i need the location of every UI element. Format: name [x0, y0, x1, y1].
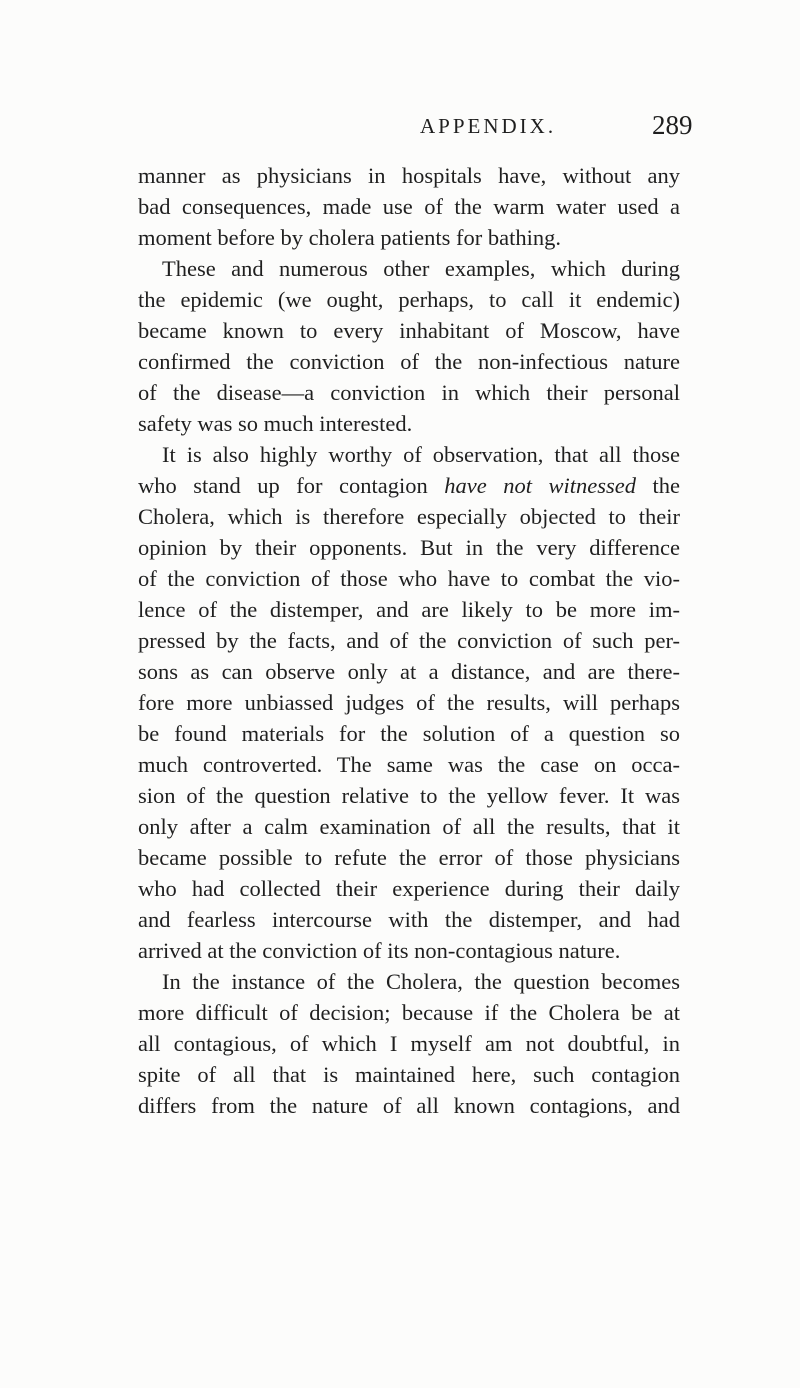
- italic-text: have not witnessed: [444, 473, 636, 498]
- text-run: who stand up for contagion: [138, 473, 445, 498]
- text-line: and fearless intercourse with the distemper, and had: [138, 907, 680, 932]
- text-line: more difficult of decision; because if the Cholera be at: [138, 1000, 680, 1025]
- text-line: [138, 470, 680, 501]
- text-line: pressed by the facts, and of the conviction of such per-: [138, 628, 680, 653]
- body-text: [138, 160, 680, 1121]
- text-line: manner as physicians in hospitals have, without any: [138, 163, 680, 188]
- text-line: of the disease—a conviction in which their personal: [138, 380, 680, 405]
- text-line: of the conviction of those who have to combat the vio-: [138, 566, 680, 591]
- text-line: lence of the distemper, and are likely to be more im-: [138, 597, 680, 622]
- text-line: In the instance of the Cholera, the question becomes: [162, 969, 680, 994]
- text-line: It is also highly worthy of observation, that all those: [162, 442, 680, 467]
- text-line: Cholera, which is therefore especially objected to their: [138, 504, 680, 529]
- text-line: differs from the nature of all known contagions, and: [138, 1093, 680, 1118]
- text-line: sons as can observe only at a distance, and are there-: [138, 659, 680, 684]
- text-line: confirmed the conviction of the non-infectious nature: [138, 349, 680, 374]
- text-line: safety was so much interested.: [138, 411, 413, 436]
- text-line: who had collected their experience during their daily: [138, 876, 680, 901]
- text-line: bad consequences, made use of the warm water used a: [138, 194, 680, 219]
- text-line: only after a calm examination of all the results, that it: [138, 814, 680, 839]
- running-head: APPENDIX.: [420, 114, 557, 138]
- text-run: the: [635, 473, 680, 498]
- text-line: be found materials for the solution of a question so: [138, 721, 680, 746]
- text-line: sion of the question relative to the yellow fever. It was: [138, 783, 680, 808]
- text-line: arrived at the conviction of its non-contagious nature.: [138, 938, 621, 963]
- text-line: became known to every inhabitant of Moscow, have: [138, 318, 680, 343]
- text-line: fore more unbiassed judges of the results, will perhaps: [138, 690, 680, 715]
- text-line: These and numerous other examples, which during: [162, 256, 680, 281]
- page-header: [0, 111, 800, 141]
- text-line: much controverted. The same was the case on occa-: [138, 752, 680, 777]
- page-number: 289: [652, 110, 693, 140]
- text-line: became possible to refute the error of those physicians: [138, 845, 680, 870]
- text-line: moment before by cholera patients for bathing.: [138, 225, 561, 250]
- text-line: opinion by their opponents. But in the very difference: [138, 535, 680, 560]
- text-line: all contagious, of which I myself am not doubtful, in: [138, 1031, 680, 1056]
- text-line: spite of all that is maintained here, such contagion: [138, 1062, 680, 1087]
- text-line: the epidemic (we ought, perhaps, to call it endemic): [138, 287, 680, 312]
